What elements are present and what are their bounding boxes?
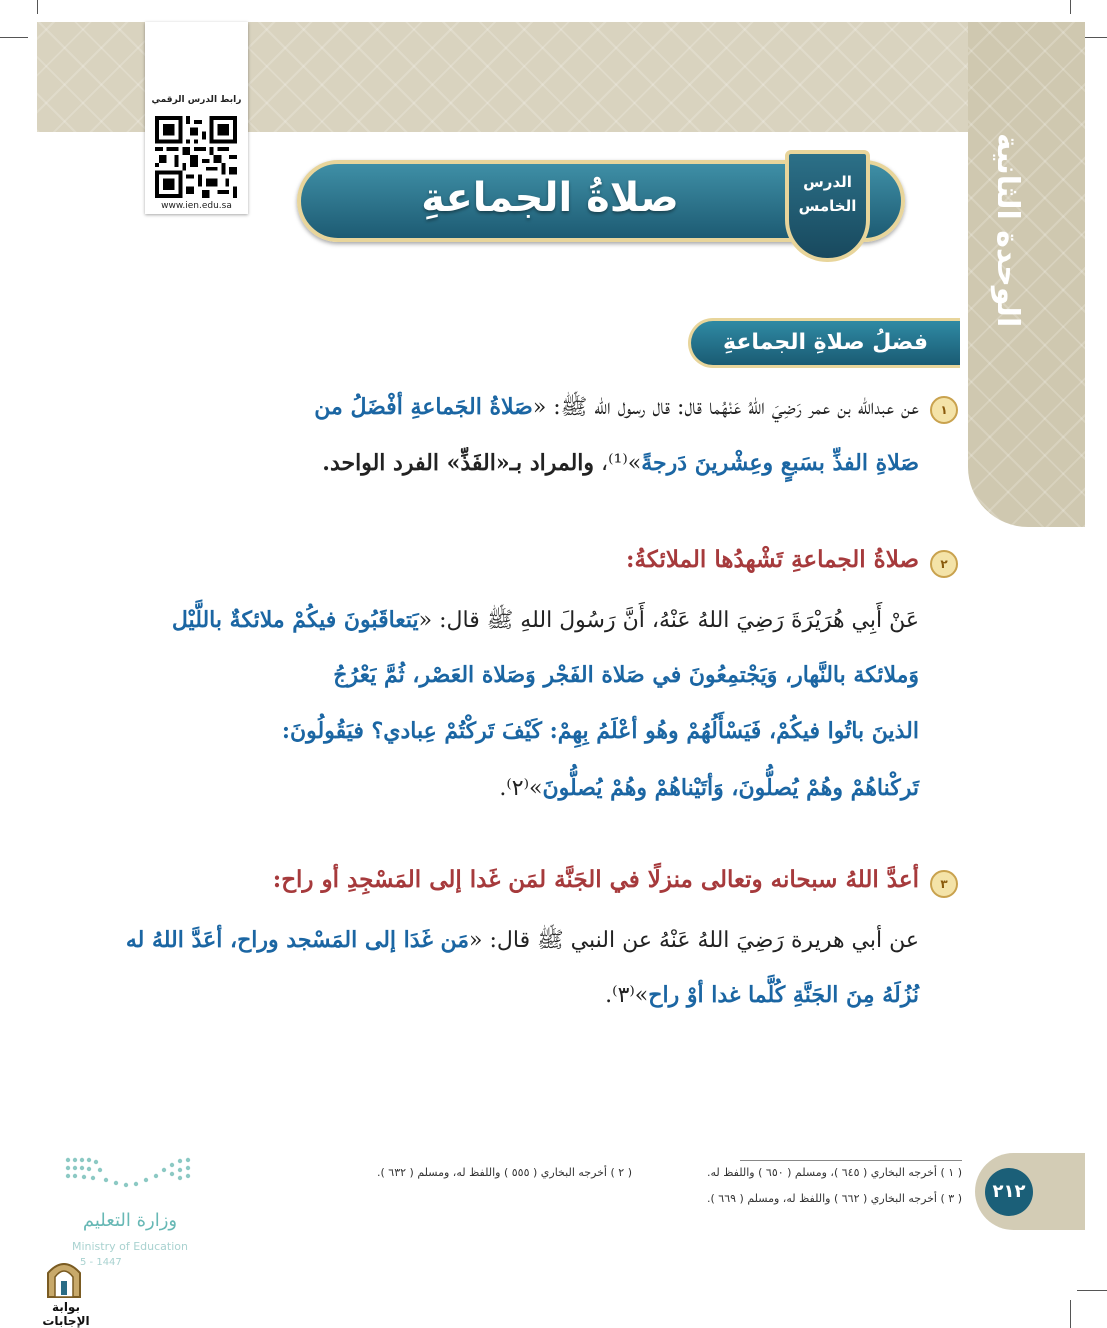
point-text: عَنْ أَبِي هُرَيْرَةَ رَضِيَ اللهُ عَنْهُ، أَنَّ رَسُولَ اللهِ ﷺ قال: «: [418, 608, 919, 633]
ministry-year: 5 - 1447: [80, 1257, 122, 1268]
point-1-line-2: [322, 450, 919, 476]
point-3-line-2: [605, 982, 919, 1008]
point-text: »⁽¹⁾،: [594, 451, 642, 476]
hadith-text: صَلاةُ الجَماعةِ أفْضَلُ من: [314, 394, 533, 420]
qr-url[interactable]: www.ien.edu.sa: [161, 201, 232, 211]
ministry-name-arabic: وزارة التعليم: [82, 1210, 178, 1231]
hadith-text: نُزُلَهُ مِنَ الجَنَّةِ كُلَّما غدا أوْ راح: [648, 982, 919, 1008]
point-1-line-1: [314, 393, 919, 425]
point-2-line-2: وَملائكة بالنَّهار، وَيَجْتمِعُونَ في صَلاة الفَجْر وَصَلاة العَصْر، ثُمَّ يَعْرُجُ: [333, 662, 919, 688]
point-2-line-1: [172, 606, 919, 638]
crop-mark: [37, 0, 38, 14]
point-number-badge: ٣: [930, 870, 958, 898]
point-2-heading: صلاةُ الجماعةِ تَشْهدُها الملائكةُ:: [625, 546, 919, 573]
crop-mark: [1070, 0, 1071, 14]
point-3-heading: أعدَّ اللهُ سبحانه وتعالى منزلًا في الجَنَّة لمَن غَدا إلى المَسْجِدِ أو راح:: [272, 866, 919, 893]
crop-mark: [0, 37, 28, 38]
footnote-divider: [740, 1160, 962, 1161]
point-3-line-1: [126, 926, 919, 958]
footnote-2: ( ٢ ) أخرجه البخاري ( ٥٥٥ ) واللفظ له، ومسلم ( ٦٣٢ ).: [377, 1166, 632, 1179]
lesson-badge-line1: الدرس: [803, 173, 852, 191]
ministry-name-english: Ministry of Education: [71, 1240, 188, 1253]
crop-mark: [1077, 1290, 1107, 1291]
portal-logo-icon[interactable]: [44, 1255, 84, 1299]
ministry-logo-icon: [60, 1150, 200, 1205]
point-text: »⁽٢⁾.: [499, 776, 543, 801]
page-number: ٢١٢: [985, 1168, 1033, 1216]
section-heading-text: فضلُ صلاةِ الجماعةِ: [722, 330, 929, 355]
point-text: »⁽٣⁾.: [605, 983, 649, 1008]
hadith-text: مَن غَدَا إلى المَسْجد وراح، أعَدَّ اللهُ له: [125, 927, 470, 953]
explanation-text: والمراد بـ«الفَذِّ» الفرد الواحد.: [322, 450, 595, 476]
footnote-3: ( ٣ ) أخرجه البخاري ( ٦٦٢ ) واللفظ له، ومسلم ( ٦٦٩ ).: [707, 1192, 962, 1205]
lesson-title: صلاةُ الجماعةِ: [421, 175, 679, 221]
point-text: عن أبي هريرة رَضِيَ اللهُ عَنْهُ عن النبي ﷺ قال: «: [469, 928, 919, 953]
lesson-badge-line2: الخامس: [798, 197, 857, 215]
crop-mark: [1070, 1300, 1071, 1328]
point-2-line-4: [499, 775, 919, 801]
unit-label: الوحدة الثانية: [990, 132, 1025, 328]
hadith-text: تَركْناهُمْ وهُمْ يُصلُّونَ، وَأتَيْناهُمْ وهُمْ يُصلُّونَ: [542, 775, 919, 801]
lesson-number-badge: [785, 150, 870, 262]
qr-card[interactable]: [145, 22, 248, 214]
footnote-1: ( ١ ) أخرجه البخاري ( ٦٤٥ )، ومسلم ( ٦٥٠ ) واللفظ له.: [707, 1166, 962, 1179]
point-2-line-3: الذينَ باتُوا فيكُمْ، فَيَسْأَلُهُمْ وهُو أعْلَمُ بِهِمْ: كَيْفَ تَركْتُمْ عِبادي؟ فيَقُولُونَ:: [281, 718, 919, 744]
hadith-text: صَلاةِ الفذِّ بسَبعٍ وعِشْرينَ دَرجةً: [641, 450, 919, 476]
portal-label[interactable]: بوابة الإجابات: [42, 1300, 90, 1328]
hadith-text: يَتعاقَبُونَ فيكُمْ ملائكةٌ باللَّيْل: [171, 607, 419, 633]
section-heading: [688, 318, 960, 368]
qr-caption: رابط الدرس الرقمي: [151, 95, 242, 105]
point-number-badge: ٢: [930, 550, 958, 578]
point-text: عن عبدالله بن عمر رَضِيَ اللهُ عَنْهُما قال: قال رسول الله ﷺ: «: [532, 395, 919, 420]
qr-code-icon[interactable]: [155, 116, 237, 198]
point-number-badge: ١: [930, 396, 958, 424]
